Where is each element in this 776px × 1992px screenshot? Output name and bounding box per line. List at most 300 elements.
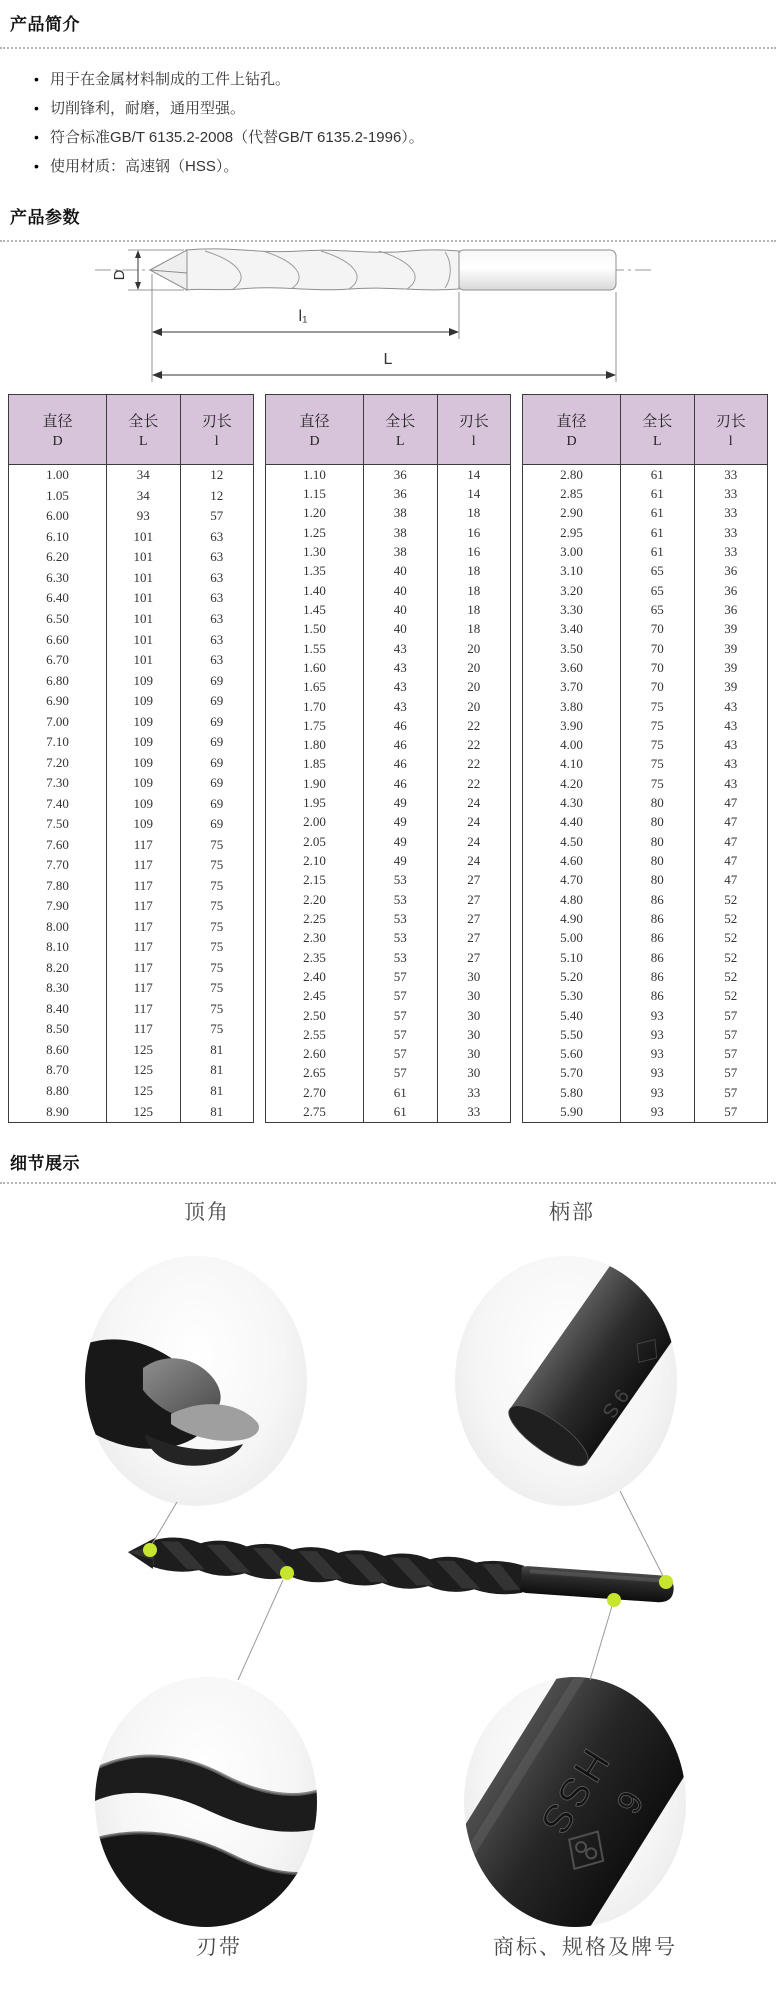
- table-row: [266, 851, 511, 870]
- col-header-length: 全长 L: [364, 395, 438, 465]
- table-cell: 1.80: [266, 735, 364, 754]
- table-cell: 24: [437, 832, 511, 851]
- table-cell: 61: [621, 542, 695, 561]
- table-cell: 2.30: [266, 929, 364, 948]
- table-row: [266, 929, 511, 948]
- diagram-shank: [458, 250, 616, 290]
- table-row: [523, 581, 768, 600]
- table-cell: 75: [180, 855, 254, 876]
- table-cell: 63: [180, 568, 254, 589]
- drill-dimension-diagram: [0, 242, 776, 394]
- table-row: [266, 504, 511, 523]
- table-cell: 27: [437, 948, 511, 967]
- table-cell: 117: [107, 978, 181, 999]
- table-cell: 70: [621, 658, 695, 677]
- table-cell: 65: [621, 562, 695, 581]
- table-cell: 7.60: [9, 834, 107, 855]
- table-row: [266, 639, 511, 658]
- table-cell: 57: [694, 1083, 768, 1102]
- table-cell: 2.95: [523, 523, 621, 542]
- photo-point-angle: [85, 1256, 307, 1506]
- table-cell: 2.50: [266, 1006, 364, 1025]
- table-cell: 18: [437, 581, 511, 600]
- table-row: [266, 774, 511, 793]
- table-cell: 117: [107, 834, 181, 855]
- table-cell: 109: [107, 732, 181, 753]
- table-row: [523, 967, 768, 986]
- table-cell: 69: [180, 691, 254, 712]
- table-cell: 5.90: [523, 1102, 621, 1122]
- table-row: [523, 562, 768, 581]
- table-cell: 12: [180, 465, 254, 486]
- table-cell: 70: [621, 620, 695, 639]
- table-cell: 2.80: [523, 465, 621, 485]
- table-cell: 75: [621, 716, 695, 735]
- table-row: [9, 691, 254, 712]
- table-cell: 109: [107, 670, 181, 691]
- table-cell: 47: [694, 851, 768, 870]
- table-cell: 1.50: [266, 620, 364, 639]
- table-cell: 33: [694, 484, 768, 503]
- table-cell: 65: [621, 581, 695, 600]
- table-cell: 3.70: [523, 678, 621, 697]
- table-cell: 125: [107, 1081, 181, 1102]
- table-cell: 8.40: [9, 999, 107, 1020]
- table-cell: 93: [107, 506, 181, 527]
- table-cell: 75: [621, 697, 695, 716]
- table-cell: 43: [694, 774, 768, 793]
- table-row: [266, 735, 511, 754]
- spec-table-group-1: [8, 394, 254, 1123]
- table-cell: 53: [364, 871, 438, 890]
- table-cell: 6.30: [9, 568, 107, 589]
- table-cell: 30: [437, 1044, 511, 1063]
- table-cell: 61: [621, 504, 695, 523]
- table-row: [9, 609, 254, 630]
- table-row: [266, 755, 511, 774]
- table-row: [9, 670, 254, 691]
- shank-faint-marking: 9 S: [597, 1384, 633, 1422]
- col-header-diameter: 直径 D: [523, 395, 621, 465]
- spec-table-group-2: [265, 394, 511, 1123]
- table-cell: 80: [621, 793, 695, 812]
- table-row: [9, 916, 254, 937]
- table-cell: 20: [437, 639, 511, 658]
- table-cell: 61: [621, 523, 695, 542]
- callout-shank: 柄部: [549, 1201, 595, 1224]
- table-cell: 101: [107, 547, 181, 568]
- table-row: [523, 1064, 768, 1083]
- dim-label-l: L: [383, 351, 393, 368]
- table-cell: 2.40: [266, 967, 364, 986]
- table-cell: 4.70: [523, 871, 621, 890]
- table-cell: 4.50: [523, 832, 621, 851]
- table-cell: 57: [364, 987, 438, 1006]
- table-row: [523, 987, 768, 1006]
- table-cell: 6.60: [9, 629, 107, 650]
- table-row: [523, 504, 768, 523]
- table-cell: 57: [364, 1044, 438, 1063]
- table-cell: 8.50: [9, 1019, 107, 1040]
- dim-label-d: D: [111, 269, 128, 281]
- table-row: [266, 813, 511, 832]
- table-cell: 5.00: [523, 929, 621, 948]
- table-row: [266, 871, 511, 890]
- table-row: [523, 523, 768, 542]
- table-row: [9, 547, 254, 568]
- table-cell: 2.05: [266, 832, 364, 851]
- table-cell: 30: [437, 1006, 511, 1025]
- table-cell: 40: [364, 600, 438, 619]
- table-cell: 46: [364, 755, 438, 774]
- table-cell: 49: [364, 832, 438, 851]
- table-cell: 1.95: [266, 793, 364, 812]
- table-cell: 1.75: [266, 716, 364, 735]
- table-cell: 14: [437, 484, 511, 503]
- table-cell: 43: [364, 658, 438, 677]
- table-cell: 109: [107, 691, 181, 712]
- table-cell: 7.70: [9, 855, 107, 876]
- table-cell: 39: [694, 639, 768, 658]
- table-cell: 70: [621, 639, 695, 658]
- table-cell: 7.40: [9, 793, 107, 814]
- table-cell: 65: [621, 600, 695, 619]
- table-row: [9, 896, 254, 917]
- table-cell: 75: [621, 774, 695, 793]
- table-cell: 2.60: [266, 1044, 364, 1063]
- table-row: [266, 697, 511, 716]
- table-cell: 117: [107, 855, 181, 876]
- table-cell: 43: [364, 678, 438, 697]
- table-cell: 63: [180, 588, 254, 609]
- table-cell: 27: [437, 871, 511, 890]
- table-cell: 101: [107, 629, 181, 650]
- table-cell: 40: [364, 620, 438, 639]
- table-cell: 57: [694, 1044, 768, 1063]
- bullet-item: • 使用材质：高速钢（HSS）。: [34, 152, 776, 181]
- table-cell: 2.70: [266, 1083, 364, 1102]
- table-cell: 5.20: [523, 967, 621, 986]
- table-cell: 5.80: [523, 1083, 621, 1102]
- intro-bullet-list: [34, 65, 776, 181]
- table-cell: 16: [437, 523, 511, 542]
- table-cell: 6.00: [9, 506, 107, 527]
- table-cell: 93: [621, 1083, 695, 1102]
- table-row: [9, 465, 254, 486]
- table-cell: 1.90: [266, 774, 364, 793]
- table-cell: 24: [437, 851, 511, 870]
- table-cell: 43: [694, 716, 768, 735]
- col-header-diameter: 直径 D: [266, 395, 364, 465]
- table-cell: 81: [180, 1060, 254, 1081]
- table-cell: 4.60: [523, 851, 621, 870]
- table-cell: 46: [364, 735, 438, 754]
- table-cell: 8.70: [9, 1060, 107, 1081]
- table-cell: 16: [437, 542, 511, 561]
- table-cell: 2.35: [266, 948, 364, 967]
- table-cell: 75: [180, 958, 254, 979]
- table-cell: 75: [621, 735, 695, 754]
- table-row: [266, 987, 511, 1006]
- table-cell: 49: [364, 793, 438, 812]
- table-row: [523, 890, 768, 909]
- table-row: [523, 639, 768, 658]
- table-row: [266, 832, 511, 851]
- table-row: [9, 978, 254, 999]
- photo-markings: [464, 1677, 686, 1927]
- table-cell: 30: [437, 987, 511, 1006]
- photo-shank: [455, 1256, 677, 1506]
- table-cell: 39: [694, 620, 768, 639]
- table-cell: 1.10: [266, 465, 364, 485]
- diagram-dim-l1: [152, 308, 459, 336]
- table-cell: 5.60: [523, 1044, 621, 1063]
- table-row: [266, 1083, 511, 1102]
- diagram-dim-l: [152, 351, 616, 379]
- table-cell: 109: [107, 814, 181, 835]
- table-cell: 3.20: [523, 581, 621, 600]
- table-row: [523, 871, 768, 890]
- table-cell: 4.90: [523, 909, 621, 928]
- table-cell: 43: [694, 755, 768, 774]
- table-cell: 43: [364, 697, 438, 716]
- table-cell: 81: [180, 1101, 254, 1122]
- table-cell: 1.05: [9, 486, 107, 507]
- table-cell: 8.60: [9, 1040, 107, 1061]
- table-cell: 47: [694, 832, 768, 851]
- stamp-size-text: 6: [608, 1783, 651, 1820]
- table-cell: 8.00: [9, 916, 107, 937]
- table-cell: 7.00: [9, 711, 107, 732]
- table-cell: 61: [621, 465, 695, 485]
- section-title-details: 细节展示: [10, 1154, 80, 1173]
- table-cell: 40: [364, 581, 438, 600]
- table-cell: 1.60: [266, 658, 364, 677]
- table-cell: 6.80: [9, 670, 107, 691]
- table-cell: 33: [694, 542, 768, 561]
- table-cell: 75: [180, 1019, 254, 1040]
- table-cell: 5.30: [523, 987, 621, 1006]
- table-cell: 8.90: [9, 1101, 107, 1122]
- table-cell: 109: [107, 793, 181, 814]
- table-row: [523, 813, 768, 832]
- table-row: [523, 755, 768, 774]
- table-cell: 86: [621, 909, 695, 928]
- table-row: [523, 929, 768, 948]
- table-cell: 33: [694, 504, 768, 523]
- table-cell: 22: [437, 755, 511, 774]
- table-cell: 69: [180, 670, 254, 691]
- table-cell: 30: [437, 1064, 511, 1083]
- table-cell: 75: [180, 978, 254, 999]
- table-cell: 5.70: [523, 1064, 621, 1083]
- table-header-row: [523, 395, 768, 465]
- table-row: [523, 1006, 768, 1025]
- table-row: [523, 465, 768, 485]
- table-row: [266, 967, 511, 986]
- table-cell: 43: [694, 697, 768, 716]
- table-cell: 125: [107, 1101, 181, 1122]
- table-cell: 20: [437, 658, 511, 677]
- table-cell: 117: [107, 999, 181, 1020]
- table-cell: 125: [107, 1040, 181, 1061]
- table-cell: 6.70: [9, 650, 107, 671]
- table-row: [266, 600, 511, 619]
- table-row: [9, 793, 254, 814]
- table-cell: 117: [107, 1019, 181, 1040]
- table-row: [9, 855, 254, 876]
- table-row: [523, 697, 768, 716]
- bullet-item: • 用于在金属材料制成的工件上钻孔。: [34, 65, 776, 94]
- table-row: [266, 1025, 511, 1044]
- spec-table-group-3: [522, 394, 768, 1123]
- table-cell: 52: [694, 929, 768, 948]
- table-cell: 101: [107, 568, 181, 589]
- table-cell: 12: [180, 486, 254, 507]
- table-cell: 34: [107, 465, 181, 486]
- table-row: [9, 1101, 254, 1122]
- dim-label-l1: l₁: [298, 308, 308, 325]
- flute-band-2: [95, 1833, 317, 1927]
- table-cell: 63: [180, 547, 254, 568]
- table-cell: 86: [621, 987, 695, 1006]
- table-row: [9, 732, 254, 753]
- table-cell: 57: [180, 506, 254, 527]
- table-row: [9, 711, 254, 732]
- table-cell: 4.10: [523, 755, 621, 774]
- callout-point-angle: 顶角: [184, 1201, 230, 1224]
- table-cell: 20: [437, 678, 511, 697]
- table-cell: 40: [364, 562, 438, 581]
- table-cell: 1.00: [9, 465, 107, 486]
- table-cell: 2.85: [523, 484, 621, 503]
- table-cell: 39: [694, 658, 768, 677]
- table-cell: 3.40: [523, 620, 621, 639]
- table-cell: 20: [437, 697, 511, 716]
- table-cell: 69: [180, 752, 254, 773]
- bullet-item: • 符合标准GB/T 6135.2-2008（代替GB/T 6135.2-1996）。: [34, 123, 776, 152]
- table-cell: 81: [180, 1081, 254, 1102]
- table-cell: 53: [364, 948, 438, 967]
- table-cell: 117: [107, 875, 181, 896]
- table-cell: 69: [180, 711, 254, 732]
- table-cell: 7.20: [9, 752, 107, 773]
- table-cell: 117: [107, 916, 181, 937]
- table-cell: 5.40: [523, 1006, 621, 1025]
- table-row: [9, 588, 254, 609]
- table-cell: 3.90: [523, 716, 621, 735]
- table-cell: 30: [437, 967, 511, 986]
- table-cell: 27: [437, 909, 511, 928]
- table-cell: 7.80: [9, 875, 107, 896]
- table-row: [523, 1025, 768, 1044]
- table-cell: 101: [107, 650, 181, 671]
- table-cell: 3.10: [523, 562, 621, 581]
- table-row: [9, 629, 254, 650]
- table-cell: 2.10: [266, 851, 364, 870]
- table-cell: 2.20: [266, 890, 364, 909]
- table-cell: 86: [621, 890, 695, 909]
- table-cell: 22: [437, 774, 511, 793]
- table-cell: 80: [621, 832, 695, 851]
- table-cell: 1.15: [266, 484, 364, 503]
- table-row: [523, 678, 768, 697]
- table-cell: 27: [437, 929, 511, 948]
- table-cell: 86: [621, 967, 695, 986]
- table-cell: 63: [180, 609, 254, 630]
- table-cell: 125: [107, 1060, 181, 1081]
- table-cell: 1.45: [266, 600, 364, 619]
- table-row: [266, 793, 511, 812]
- table-row: [9, 752, 254, 773]
- table-cell: 2.15: [266, 871, 364, 890]
- table-cell: 36: [364, 484, 438, 503]
- table-cell: 22: [437, 735, 511, 754]
- table-cell: 4.00: [523, 735, 621, 754]
- table-row: [266, 678, 511, 697]
- table-row: [266, 620, 511, 639]
- table-cell: 5.10: [523, 948, 621, 967]
- table-row: [9, 1060, 254, 1081]
- table-cell: 101: [107, 527, 181, 548]
- table-cell: 1.20: [266, 504, 364, 523]
- table-cell: 14: [437, 465, 511, 485]
- table-cell: 1.40: [266, 581, 364, 600]
- photo-margin: [95, 1677, 317, 1927]
- table-cell: 101: [107, 588, 181, 609]
- table-cell: 117: [107, 958, 181, 979]
- table-row: [9, 527, 254, 548]
- table-cell: 69: [180, 793, 254, 814]
- table-row: [523, 735, 768, 754]
- table-cell: 4.30: [523, 793, 621, 812]
- table-cell: 93: [621, 1006, 695, 1025]
- table-row: [523, 484, 768, 503]
- table-cell: 2.65: [266, 1064, 364, 1083]
- table-cell: 3.00: [523, 542, 621, 561]
- table-row: [9, 875, 254, 896]
- table-cell: 70: [621, 678, 695, 697]
- table-cell: 36: [364, 465, 438, 485]
- table-cell: 75: [180, 916, 254, 937]
- table-cell: 3.60: [523, 658, 621, 677]
- section-title-intro: 产品简介: [10, 15, 80, 34]
- col-header-flute: 刃长 l: [437, 395, 511, 465]
- table-cell: 1.25: [266, 523, 364, 542]
- table-row: [523, 774, 768, 793]
- table-cell: 6.20: [9, 547, 107, 568]
- table-cell: 5.50: [523, 1025, 621, 1044]
- table-row: [9, 814, 254, 835]
- table-cell: 24: [437, 793, 511, 812]
- table-cell: 109: [107, 773, 181, 794]
- section-title-params: 产品参数: [10, 208, 80, 227]
- table-row: [523, 1044, 768, 1063]
- table-cell: 33: [694, 523, 768, 542]
- table-row: [523, 600, 768, 619]
- table-cell: 6.90: [9, 691, 107, 712]
- table-cell: 57: [694, 1025, 768, 1044]
- table-cell: 75: [180, 937, 254, 958]
- table-cell: 18: [437, 620, 511, 639]
- table-cell: 36: [694, 562, 768, 581]
- table-cell: 117: [107, 937, 181, 958]
- table-cell: 33: [437, 1083, 511, 1102]
- table-cell: 57: [364, 1064, 438, 1083]
- table-cell: 8.80: [9, 1081, 107, 1102]
- table-cell: 2.00: [266, 813, 364, 832]
- table-row: [523, 542, 768, 561]
